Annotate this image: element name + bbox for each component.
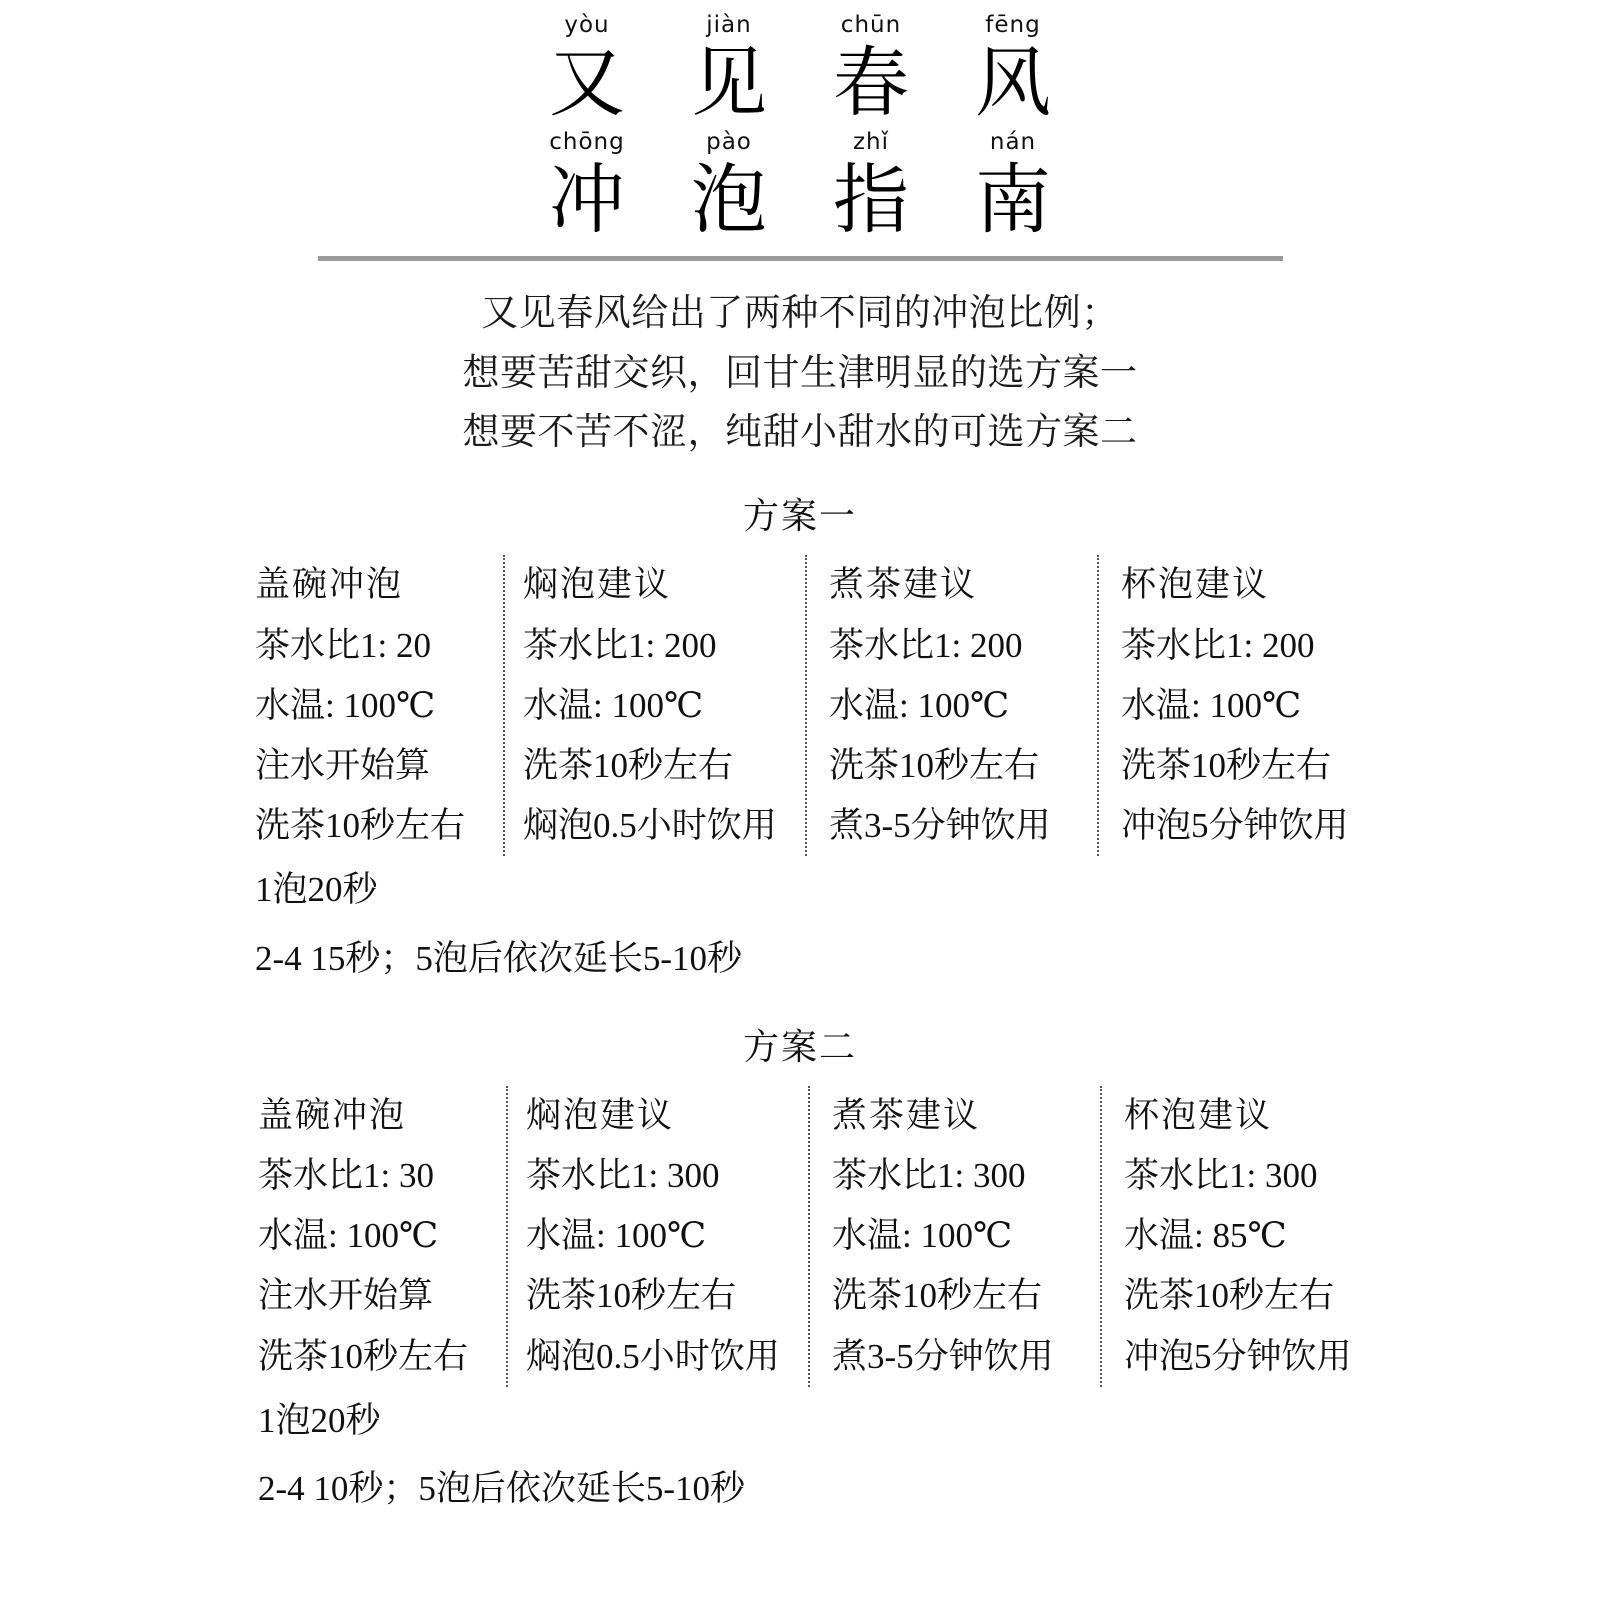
column-line: 水温: 100℃ [832,1216,1013,1256]
column-gaiwan [255,555,503,856]
column-line: 水温: 100℃ [258,1216,439,1256]
column-zhucha [805,555,1097,856]
column-line: 洗茶10秒左右 [255,806,466,846]
plan-one-section [0,488,1600,992]
title-block [0,0,1600,244]
column-line: 洗茶10秒左右 [523,745,734,785]
title-line-1 [516,12,1084,127]
plan-two-title: 方案二 [742,1026,857,1068]
column-line: 洗茶10秒左右 [1124,1276,1335,1316]
plan-two-columns [0,1086,1600,1387]
column-line: 茶水比1: 200 [829,625,1023,665]
column-line: 茶水比1: 200 [523,625,717,665]
intro-line-2: 想要苦甜交织，回甘生津明显的选方案一 [462,350,1138,394]
column-line: 水温: 100℃ [829,685,1010,725]
title-character: 又 [549,38,625,127]
column-line: 洗茶10秒左右 [258,1336,469,1376]
column-header: 盖碗冲泡 [258,1095,407,1135]
pinyin-label: pào [706,128,752,155]
column-line: 洗茶10秒左右 [829,745,1040,785]
column-line: 注水开始算 [255,745,431,785]
column-header: 盖碗冲泡 [255,565,404,605]
plan-one-notes [0,856,1600,993]
column-line: 冲泡5分钟饮用 [1121,806,1349,846]
title-char-cell [800,12,942,127]
intro-text [0,283,1600,463]
title-character: 冲 [549,154,625,244]
column-line: 茶水比1: 300 [1124,1156,1318,1196]
title-line-2 [516,128,1084,244]
title-character: 风 [975,38,1051,127]
column-gaiwan [258,1086,506,1387]
column-line: 茶水比1: 200 [1121,625,1315,665]
note-line: 2-4 10秒；5泡后依次延长5-10秒 [258,1469,746,1509]
column-line: 水温: 85℃ [1124,1216,1287,1256]
column-header: 焖泡建议 [526,1095,675,1135]
column-line: 茶水比1: 30 [258,1156,434,1196]
note-line: 2-4 15秒；5泡后依次延长5-10秒 [255,938,743,978]
column-header: 煮茶建议 [832,1095,981,1135]
title-character: 春 [833,38,909,127]
intro-line-1: 又见春风给出了两种不同的冲泡比例； [481,290,1119,334]
note-line: 1泡20秒 [258,1400,381,1440]
column-line: 注水开始算 [258,1276,434,1316]
column-zhucha [808,1086,1100,1387]
title-char-cell [658,128,800,244]
title-char-cell [800,128,942,244]
divider [318,256,1283,261]
pinyin-label: nán [989,128,1037,155]
column-beipao [1100,1086,1400,1387]
column-beipao [1097,555,1397,856]
column-menpao [503,555,805,856]
title-char-cell [942,128,1084,244]
plan-one-title: 方案一 [742,496,857,538]
intro-line-3: 想要不苦不涩，纯甜小甜水的可选方案二 [462,410,1138,454]
note-line: 1泡20秒 [255,870,378,910]
title-char-cell [516,128,658,244]
column-line: 水温: 100℃ [255,685,436,725]
title-character: 泡 [691,154,767,244]
column-header: 杯泡建议 [1121,565,1270,605]
column-line: 焖泡0.5小时饮用 [523,806,777,846]
column-line: 水温: 100℃ [523,685,704,725]
title-char-cell [942,12,1084,127]
column-header: 煮茶建议 [829,565,978,605]
column-line: 茶水比1: 300 [832,1156,1026,1196]
column-header: 焖泡建议 [523,565,672,605]
pinyin-label: yòu [564,12,610,38]
pinyin-label: fēng [985,12,1041,38]
plan-one-columns [0,555,1600,856]
column-line: 煮3-5分钟饮用 [832,1336,1054,1376]
pinyin-label: zhǐ [852,128,890,155]
title-character: 指 [833,154,909,244]
pinyin-label: jiàn [706,12,752,38]
column-header: 杯泡建议 [1124,1095,1273,1135]
title-char-cell [658,12,800,127]
column-line: 茶水比1: 20 [255,625,431,665]
column-line: 冲泡5分钟饮用 [1124,1336,1352,1376]
column-line: 茶水比1: 300 [526,1156,720,1196]
column-line: 洗茶10秒左右 [1121,745,1332,785]
column-line: 洗茶10秒左右 [526,1276,737,1316]
plan-two-section [0,1019,1600,1523]
title-char-cell [516,12,658,127]
column-line: 煮3-5分钟饮用 [829,806,1051,846]
title-character: 见 [691,38,767,127]
column-line: 焖泡0.5小时饮用 [526,1336,780,1376]
pinyin-label: chōng [549,128,625,155]
column-line: 水温: 100℃ [1121,685,1302,725]
column-menpao [506,1086,808,1387]
pinyin-label: chūn [840,12,902,38]
column-line: 洗茶10秒左右 [832,1276,1043,1316]
title-character: 南 [975,154,1051,244]
plan-two-notes [0,1387,1600,1524]
column-line: 水温: 100℃ [526,1216,707,1256]
